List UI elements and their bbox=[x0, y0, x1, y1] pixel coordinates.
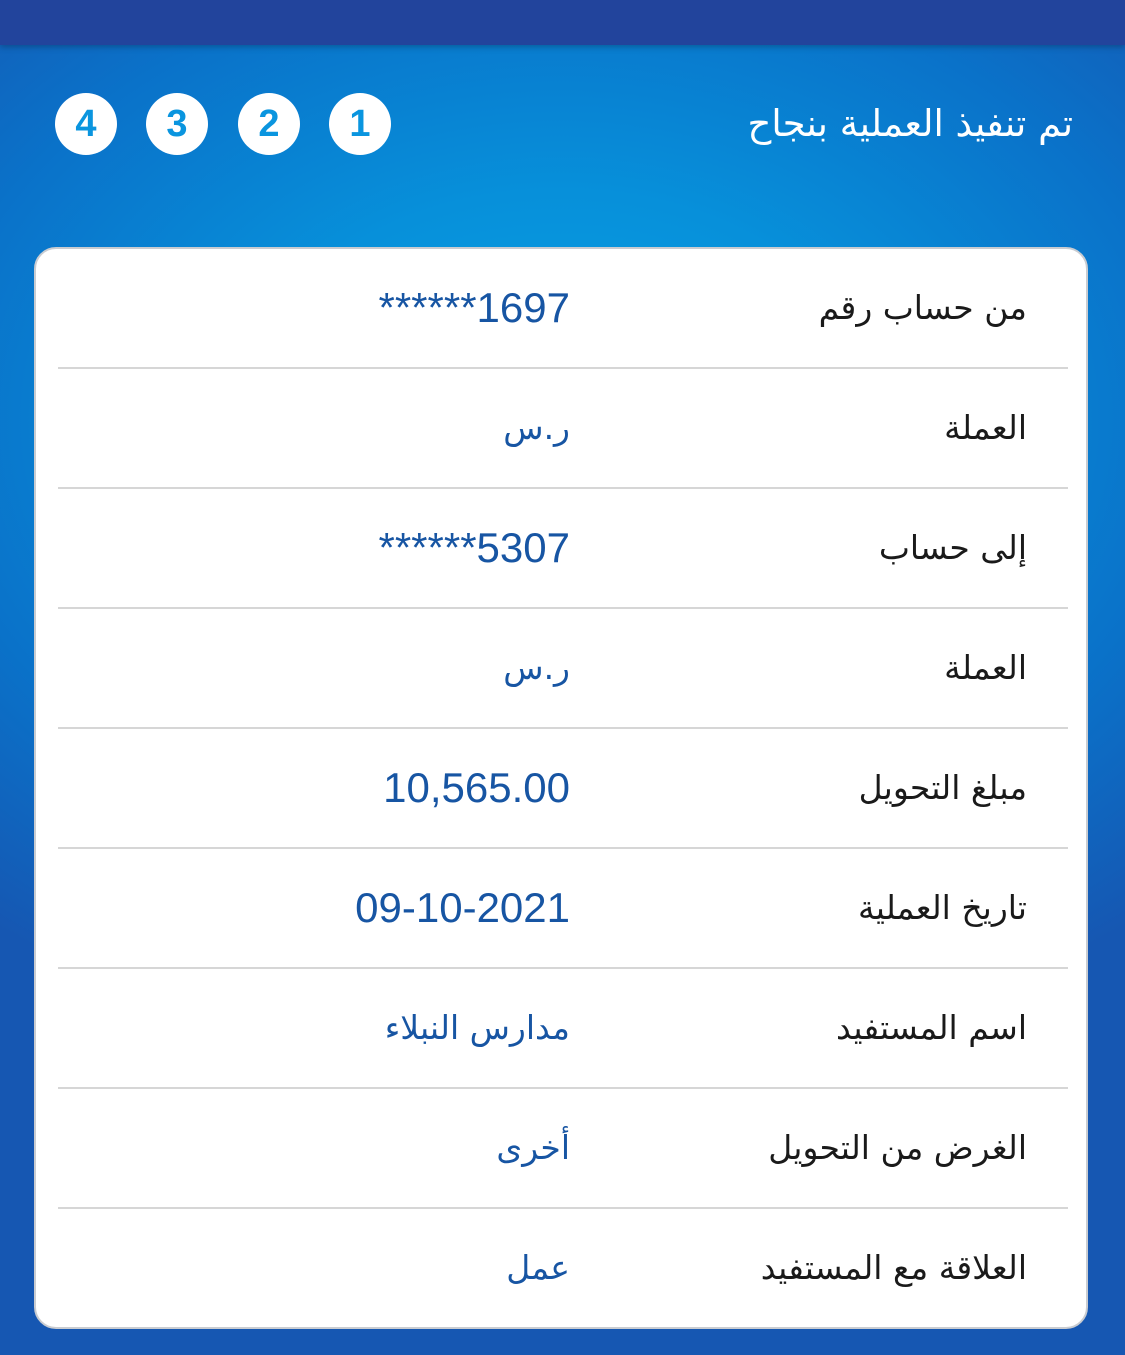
beneficiary-relationship-value: عمل bbox=[506, 1248, 570, 1287]
detail-label: إلى حساب bbox=[878, 528, 1027, 567]
detail-label: من حساب رقم bbox=[818, 288, 1027, 327]
step-3: 3 bbox=[146, 93, 208, 155]
transfer-purpose-value: أخرى bbox=[496, 1128, 570, 1167]
to-currency-value: ر.س bbox=[503, 648, 570, 687]
beneficiary-name-value: مدارس النبلاء bbox=[384, 1008, 570, 1047]
transfer-amount-value: 10,565.00 bbox=[383, 764, 570, 811]
header bbox=[0, 45, 1125, 245]
transaction-details-card bbox=[34, 247, 1088, 1329]
from-currency-value: ر.س bbox=[503, 408, 570, 447]
detail-row-from-account bbox=[58, 249, 1068, 369]
detail-label: العملة bbox=[944, 648, 1027, 687]
details-list bbox=[58, 249, 1068, 1329]
step-2: 2 bbox=[238, 93, 300, 155]
step-1: 1 bbox=[329, 93, 391, 155]
detail-row-date bbox=[58, 849, 1068, 969]
detail-row-amount bbox=[58, 729, 1068, 849]
detail-row-beneficiary-name bbox=[58, 969, 1068, 1089]
detail-label: تاريخ العملية bbox=[858, 888, 1027, 927]
detail-row-to-account bbox=[58, 489, 1068, 609]
from-account-value: ******1697 bbox=[378, 284, 570, 331]
detail-label: العلاقة مع المستفيد bbox=[760, 1248, 1027, 1287]
detail-label: الغرض من التحويل bbox=[768, 1128, 1027, 1167]
top-bar bbox=[0, 0, 1125, 45]
detail-row-purpose bbox=[58, 1089, 1068, 1209]
detail-label: اسم المستفيد bbox=[836, 1008, 1027, 1047]
detail-row-currency bbox=[58, 369, 1068, 489]
status-title: تم تنفيذ العملية بنجاح bbox=[747, 102, 1073, 145]
detail-row-currency-2 bbox=[58, 609, 1068, 729]
detail-label: مبلغ التحويل bbox=[858, 768, 1027, 807]
detail-row-relationship bbox=[58, 1209, 1068, 1329]
step-4: 4 bbox=[55, 93, 117, 155]
detail-label: العملة bbox=[944, 408, 1027, 447]
transaction-date-value: 09-10-2021 bbox=[355, 884, 570, 931]
to-account-value: ******5307 bbox=[378, 524, 570, 571]
